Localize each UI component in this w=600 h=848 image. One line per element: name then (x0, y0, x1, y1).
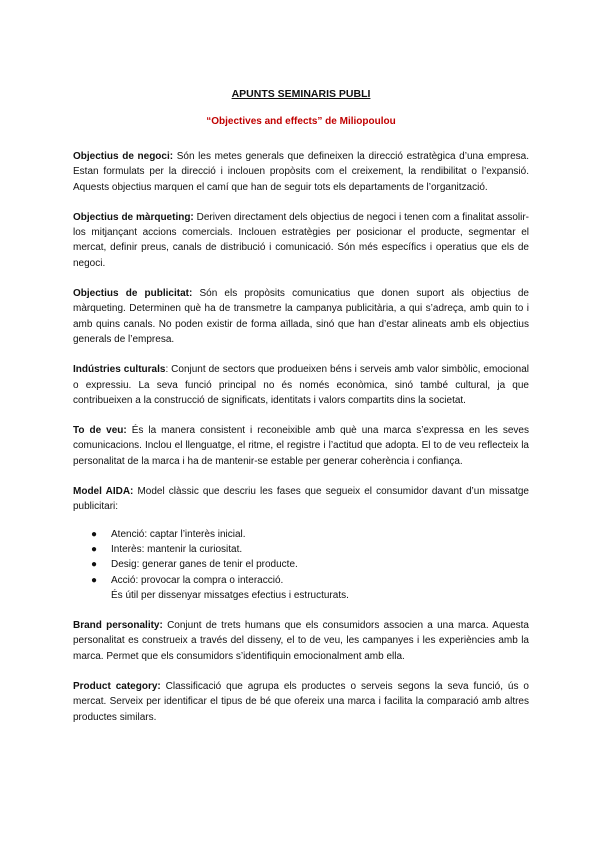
section-text: Són les metes generals que defineixen la direcció estratègica d’una empresa. Estan formulats per la direcció i inclouen propòsits com el creixement, la rendibilitat o l’expansió. Aquests objectius marquen el camí que han de seguir tots els departaments de l’organització. (73, 151, 529, 193)
list-item-text: Interès: mantenir la curiositat. (111, 543, 243, 555)
section-text: Són els propòsits comunicatius que donen suport als objectius de màrqueting. Determinen què ha de transmetre la campanya publicitària, a qui s’adreça, amb quin to i amb quins canals. No poden existir de forma aïllada, sinó que han d’estar alineats amb els objectius generals de l’empresa. (73, 288, 529, 345)
document-title: APUNTS SEMINARIS PUBLI (231, 88, 371, 100)
list-item (91, 527, 529, 542)
section-marketing-objectives (73, 210, 529, 271)
document-subtitle: “Objectives and effects” de Miliopoulou (206, 116, 396, 127)
bullet-icon: ● (91, 543, 98, 555)
aida-note: És útil per dissenyar missatges efectius i estructurats. (111, 589, 349, 601)
section-term: Objectius de publicitat: (73, 288, 193, 300)
section-business-objectives (73, 149, 529, 195)
section-term: Brand personality: (73, 620, 163, 632)
document-page (73, 88, 529, 740)
section-aida-model (73, 484, 529, 515)
section-advertising-objectives (73, 286, 529, 347)
section-term: Objectius de negoci: (73, 151, 174, 162)
list-item (91, 542, 529, 557)
section-brand-personality (73, 618, 529, 664)
section-text: Model clàssic que descriu les fases que segueix el consumidor davant d’un missatge publicitari: (73, 486, 529, 513)
section-text: Classificació que agrupa els productes o serveis segons la seva funció, ús o mercat. Serveix per identificar el tipus de bé que ofereix una marca i facilita la comparació amb altres productes similars. (73, 681, 529, 723)
section-text: : Conjunt de sectors que produeixen béns i serveis amb valor simbòlic, emocional o expressiu. La seva funció principal no és només econòmica, sinó també cultural, ja que contribueixen a la construcció de significats, identitats i valors compartits dins la societat. (73, 364, 529, 406)
list-item-text: Atenció: captar l’interès inicial. (111, 528, 246, 540)
section-text: Conjunt de trets humans que els consumidors associen a una marca. Aquesta personalitat es construeix a través del disseny, el to de veu, les campanyes i les experiències amb la marca. Permet que els consumidors s’identifiquin emocionalment amb ella. (73, 620, 529, 662)
section-term: Product category: (73, 681, 161, 693)
section-term: Indústries culturals (73, 364, 166, 376)
list-item (91, 573, 529, 588)
section-text: Deriven directament dels objectius de negoci i tenen com a finalitat assolir-los mitjançant accions comercials. Inclouen estratègies per posicionar el producte, segmentar el mercat, definir preus, canals de distribució i comunicació. Són més específics i operatius que els de negoci. (73, 211, 529, 269)
section-text: És la manera consistent i reconeixible amb què una marca s’expressa en les seves comunicacions. Inclou el llenguatge, el ritme, el registre i l’actitud que adopta. El to de veu reflecteix la personalitat de la marca i ha de mantenir-se estable per generar coherència i confiança. (73, 425, 529, 467)
list-item-text: Acció: provocar la compra o interacció. (111, 574, 284, 586)
bullet-icon: ● (91, 528, 98, 540)
bullet-icon: ● (91, 559, 98, 571)
aida-bullet-list (73, 527, 529, 588)
section-tone-of-voice (73, 423, 529, 469)
bullet-icon: ● (91, 574, 98, 586)
list-item (91, 557, 529, 572)
list-item-text: Desig: generar ganes de tenir el producte. (111, 559, 298, 571)
section-term: To de veu: (73, 425, 127, 437)
section-cultural-industries (73, 362, 529, 408)
section-product-category (73, 679, 529, 725)
section-term: Objectius de màrqueting: (73, 211, 194, 223)
section-term: Model AIDA: (73, 486, 134, 498)
